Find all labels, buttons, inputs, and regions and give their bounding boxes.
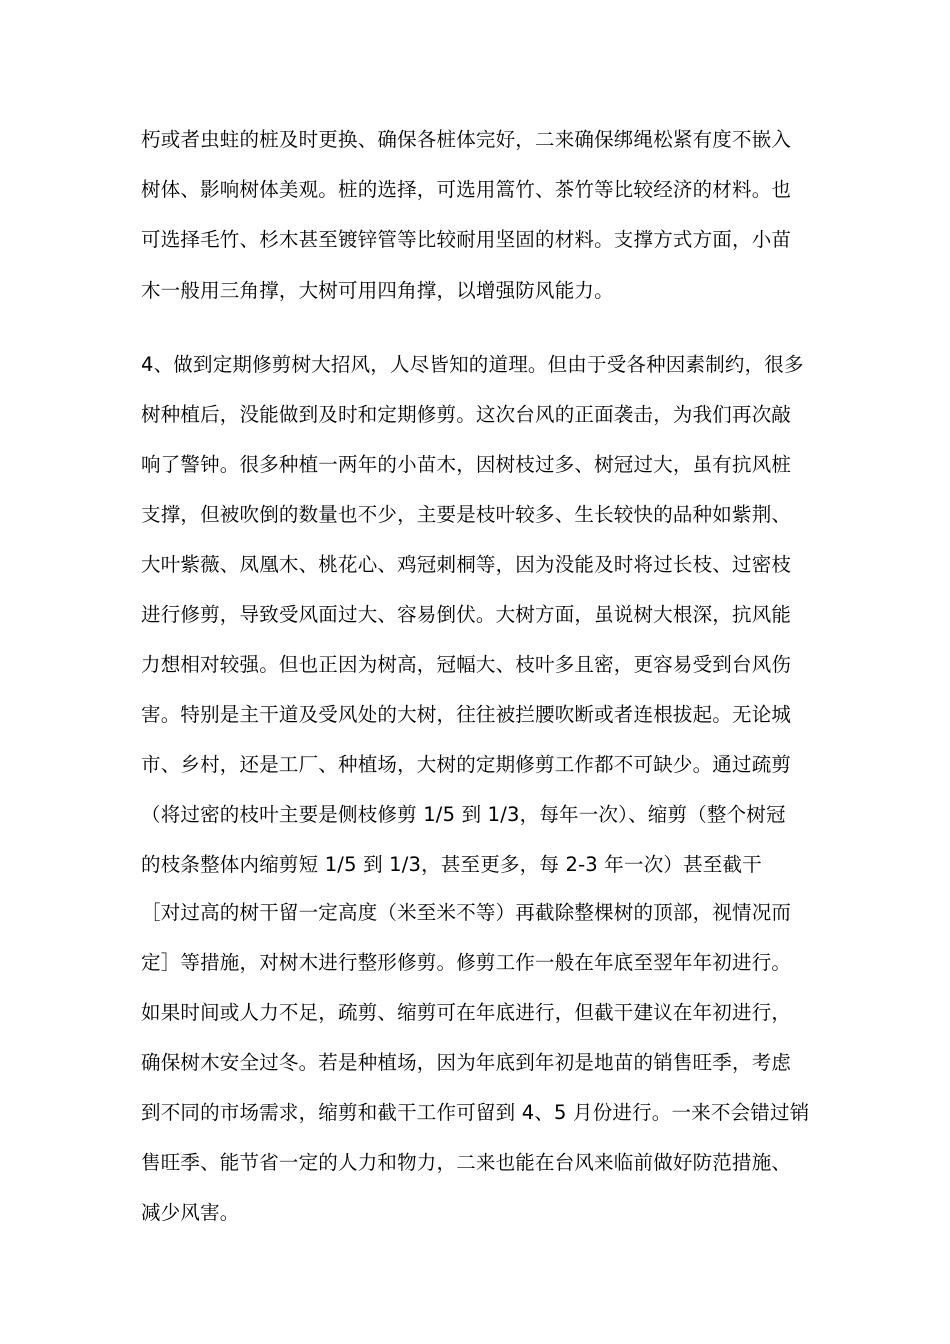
text-line: 力想相对较强。但也正因为树高，冠幅大、枝叶多且密，更容易受到台风伤 [141, 653, 792, 676]
text-line: 确保树木安全过冬。若是种植场，因为年底到年初是地苗的销售旺季，考虑 [141, 1051, 792, 1074]
text-line: 响了警钟。很多种植一两年的小苗木，因树枝过多、树冠过大，虽有抗风桩 [141, 453, 792, 476]
text-line: 如果时间或人力不足，疏剪、缩剪可在年底进行，但截干建议在年初进行， [141, 1001, 792, 1024]
text-line: 的枝条整体内缩剪短 1/5 到 1/3，甚至更多，每 2-3 年一次）甚至截干 [141, 853, 762, 876]
text-line: 售旺季、能节省一定的人力和物力，二来也能在台风来临前做好防范措施、 [141, 1151, 792, 1174]
text-line: （将过密的枝叶主要是侧枝修剪 1/5 到 1/3，每年一次）、缩剪（整个树冠 [141, 803, 786, 826]
text-line: 市、乡村，还是工厂、种植场，大树的定期修剪工作都不可缺少。通过疏剪 [141, 753, 792, 776]
text-line: 减少风害。 [141, 1201, 240, 1224]
text-line: 树体、影响树体美观。桩的选择，可选用篙竹、茶竹等比较经济的材料。也 [141, 178, 792, 201]
text-line: 朽或者虫蛀的桩及时更换、确保各桩体完好，二来确保绑绳松紧有度不嵌入 [141, 128, 792, 151]
text-line: 树种植后，没能做到及时和定期修剪。这次台风的正面袭击，为我们再次敲 [141, 403, 792, 426]
text-line: 到不同的市场需求，缩剪和截干工作可留到 4、5 月份进行。一来不会错过销 [141, 1101, 810, 1124]
text-line: 害。特别是主干道及受风处的大树，往往被拦腰吹断或者连根拔起。无论城 [141, 703, 792, 726]
text-line: 4、做到定期修剪树大招风，人尽皆知的道理。但由于受各种因素制约，很多 [141, 353, 804, 376]
text-line: 支撑，但被吹倒的数量也不少，主要是枝叶较多、生长较快的品种如紫荆、 [141, 503, 792, 526]
text-line: 定］等措施，对树木进行整形修剪。修剪工作一般在年底至翌年年初进行。 [141, 951, 792, 974]
text-line: 大叶紫薇、凤凰木、桃花心、鸡冠刺桐等，因为没能及时将过长枝、过密枝 [141, 553, 792, 576]
text-line: ［对过高的树干留一定高度（米至米不等）再截除整棵树的顶部，视情况而 [141, 901, 792, 924]
text-line: 可选择毛竹、杉木甚至镀锌管等比较耐用坚固的材料。支撑方式方面，小苗 [141, 228, 792, 251]
text-line: 木一般用三角撑，大树可用四角撑，以增强防风能力。 [141, 279, 614, 302]
text-line: 进行修剪，导致受风面过大、容易倒伏。大树方面，虽说树大根深，抗风能 [141, 603, 792, 626]
